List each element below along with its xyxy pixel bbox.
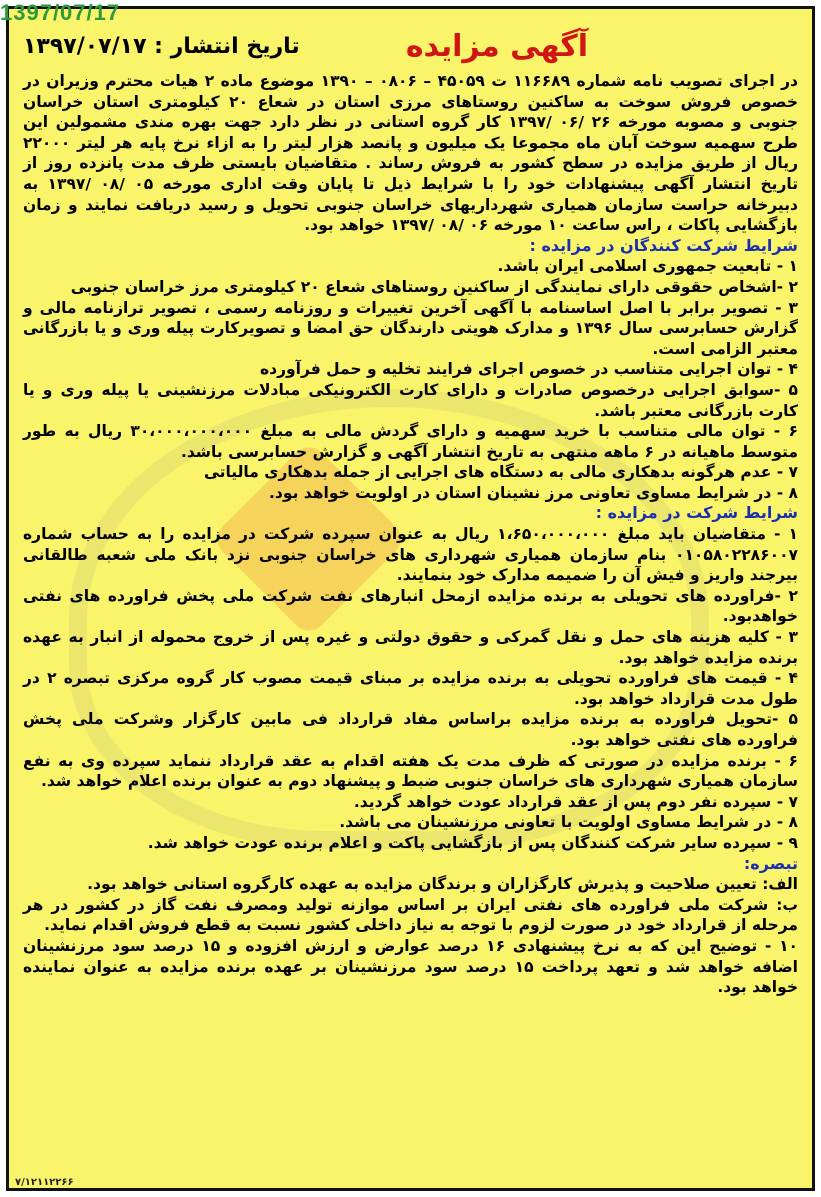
list-item: ۳ - کلیه هزینه های حمل و نقل گمرکی و حقوق دولتی و غیره پس از خروج محموله از انبار به عهده برنده مزایده خواهد بود.	[23, 628, 798, 667]
publication-date	[23, 34, 300, 59]
list-item: الف: تعیین صلاحیت و پذیرش کارگزاران و برندگان مزایده به عهده کارگروه استانی خواهد بود.	[87, 875, 798, 894]
list-item: ۷ - عدم هرگونه بدهکاری مالی به دستگاه های اجرایی از جمله بدهکاری مالیاتی	[203, 463, 798, 482]
list-item: ۸ - در شرایط مساوی اولویت با تعاونی مرزنشینان می باشد.	[339, 813, 798, 832]
list-item: ۲ -فراورده های تحویلی به برنده مزایده ازمحل انبارهای نفت شرکت ملی پخش فراورده های نفتی خواهدبود.	[23, 586, 798, 626]
list-item: ۲ -اشخاص حقوقی دارای نمایندگی از ساکنین روستاهای شعاع ۲۰ کیلومتری مرز خراسان جنوبی	[70, 277, 798, 296]
notice-body	[23, 71, 798, 1180]
section-notes-title: تبصره:	[743, 853, 798, 873]
list-item: ۵ -سوابق اجرایی درخصوص صادرات و دارای کارت الکترونیکی مبادلات مرزنشینی یا پیله وری و یا کارت بازرگانی معتبر باشد.	[23, 380, 798, 420]
list-item: ۱۰ - توضیح این که به نرخ پیشنهادی ۱۶ درصد عوارض و ارزش افزوده و ۱۵ درصد سود مرزنشینان اضافه خواهد شد و تعهد پرداخت ۱۵ درصد سود مرزنشینان بر عهده برنده مزایده به عنوان نماینده خواهد بود.	[23, 936, 798, 997]
notice-header	[23, 23, 798, 69]
notice-title: آگهی مزایده	[405, 28, 588, 64]
list-item: ۹ - سپرده سایر شرکت کنندگان پس از بازگشایی پاکت و اعلام برنده عودت خواهد شد.	[147, 833, 798, 852]
list-item: ۷ - سپرده نفر دوم پس از عقد قرارداد عودت خواهد گردید.	[353, 792, 798, 811]
list-item: ۱ - تابعیت جمهوری اسلامی ایران باشد.	[497, 257, 798, 276]
date-label: تاریخ انتشار :	[154, 33, 300, 59]
intro-paragraph: در اجرای تصویب نامه شماره ۱۱۶۶۸۹ ت ۴۵۰۵۹ – ۰۸۰۶ – ۱۳۹۰ موضوع ماده ۲ هیات محترم وزیران در خصوص فروش سوخت به ساکنین روستاهای مرزی استان در شعاع ۲۰ کیلومتری استان خراسان جنوبی و مصوبه مورخه ۲۶ /۰۶ /۱۳۹۷ کار گروه استانی در نظر دارد جهت بهره مندی مشمولین این طرح سهمیه سوخت آبان ماه مجموعا یک میلیون و پانصد هزار لیتر را به ازاء نرخ پایه هر لیتر ۲۲۰۰۰ ریال از طریق مزایده در سطح کشور به فروش رساند . متقاضیان بایستی ظرف مدت پانزده روز از تاریخ انتشار آگهی پیشنهادات خود را با شرایط ذیل تا پایان وقت اداری مورخه ۰۵ /۰۸ /۱۳۹۷ به دبیرخانه حراست سازمان همیاری شهرداریهای خراسان جنوبی تحویل و رسید دریافت نمایند و زمان بازگشایی پاکات ، راس ساعت ۱۰ مورخه ۰۶ /۰۸ /۱۳۹۷ خواهد بود.	[23, 72, 799, 235]
list-item: ۳ - تصویر برابر با اصل اساسنامه با آگهی آخرین تغییرات و روزنامه رسمی ، تصویر ترازنامه مالی و گزارش حسابرسی سال ۱۳۹۶ و مدارک هویتی دارندگان حق امضا و تصویرکارت پیله وری و یا بازرگانی معتبر الزامی است.	[23, 298, 798, 358]
footer-code: ۷/۱۲۱۱۲۲۶۶	[15, 1177, 74, 1188]
notice-frame	[6, 6, 815, 1191]
list-item: ۶ - برنده مزایده در صورتی که ظرف مدت یک هفته اقدام به عقد قرارداد ننماید سپرده وی به نفع سازمان همیاری شهرداری های خراسان جنوبی ضبط و پیشنهاد دوم به عنوان برنده اعلام خواهد شد.	[23, 751, 798, 791]
list-item: ب: شرکت ملی فراورده های نفتی ایران بر اساس موازنه تولید ومصرف نفت گاز در کشور در هر مرحله از قرارداد خود در صورت لزوم با توجه به نیاز داخلی کشور نسبت به قطع فروش اقدام نماید.	[23, 895, 798, 935]
section-auction-conditions-title: شرایط شرکت در مزایده :	[595, 503, 798, 523]
list-item: ۱ - متقاضیان باید مبلغ ۱،۶۵۰،۰۰۰،۰۰۰ ریال به عنوان سپرده شرکت در مزایده را به حساب شماره ۰۱۰۵۸۰۲۲۸۶۰۰۷ بنام سازمان همیاری شهرداری های خراسان جنوبی نزد بانک ملی شعبه طالقانی بیرجند واریز و فیش آن را ضمیمه مدارک خود بنمایند.	[23, 525, 798, 585]
publication-date-stamp: 1397/07/17	[0, 0, 121, 25]
date-value: ۱۳۹۷/۰۷/۱۷	[23, 33, 147, 59]
list-item: ۶ - توان مالی متناسب با خرید سهمیه و دارای گردش مالی به مبلغ ۳۰،۰۰۰،۰۰۰،۰۰۰ ریال به طور متوسط ماهیانه در ۶ ماهه منتهی به تاریخ انتشار آگهی و گزارش حسابرسی باشد.	[23, 422, 798, 461]
list-item: ۵ -تحویل فراورده به برنده مزایده براساس مفاد قرارداد فی مابین کارگزار وشرکت ملی پخش فراورده های نفتی خواهد بود.	[23, 710, 798, 749]
list-item: ۸ - در شرایط مساوی تعاونی مرز نشینان استان در اولویت خواهد بود.	[269, 483, 798, 502]
list-item: ۴ - توان اجرایی متناسب در خصوص اجرای فرایند تخلیه و حمل فرآورده	[260, 360, 798, 379]
list-item: ۴ - قیمت های فراورده تحویلی به برنده مزایده بر مبنای قیمت مصوب کار گروه مرکزی تبصره ۲ در طول مدت قرارداد خواهد بود.	[23, 669, 799, 708]
section-participant-conditions-title: شرایط شرکت کنندگان در مزایده :	[529, 235, 798, 255]
